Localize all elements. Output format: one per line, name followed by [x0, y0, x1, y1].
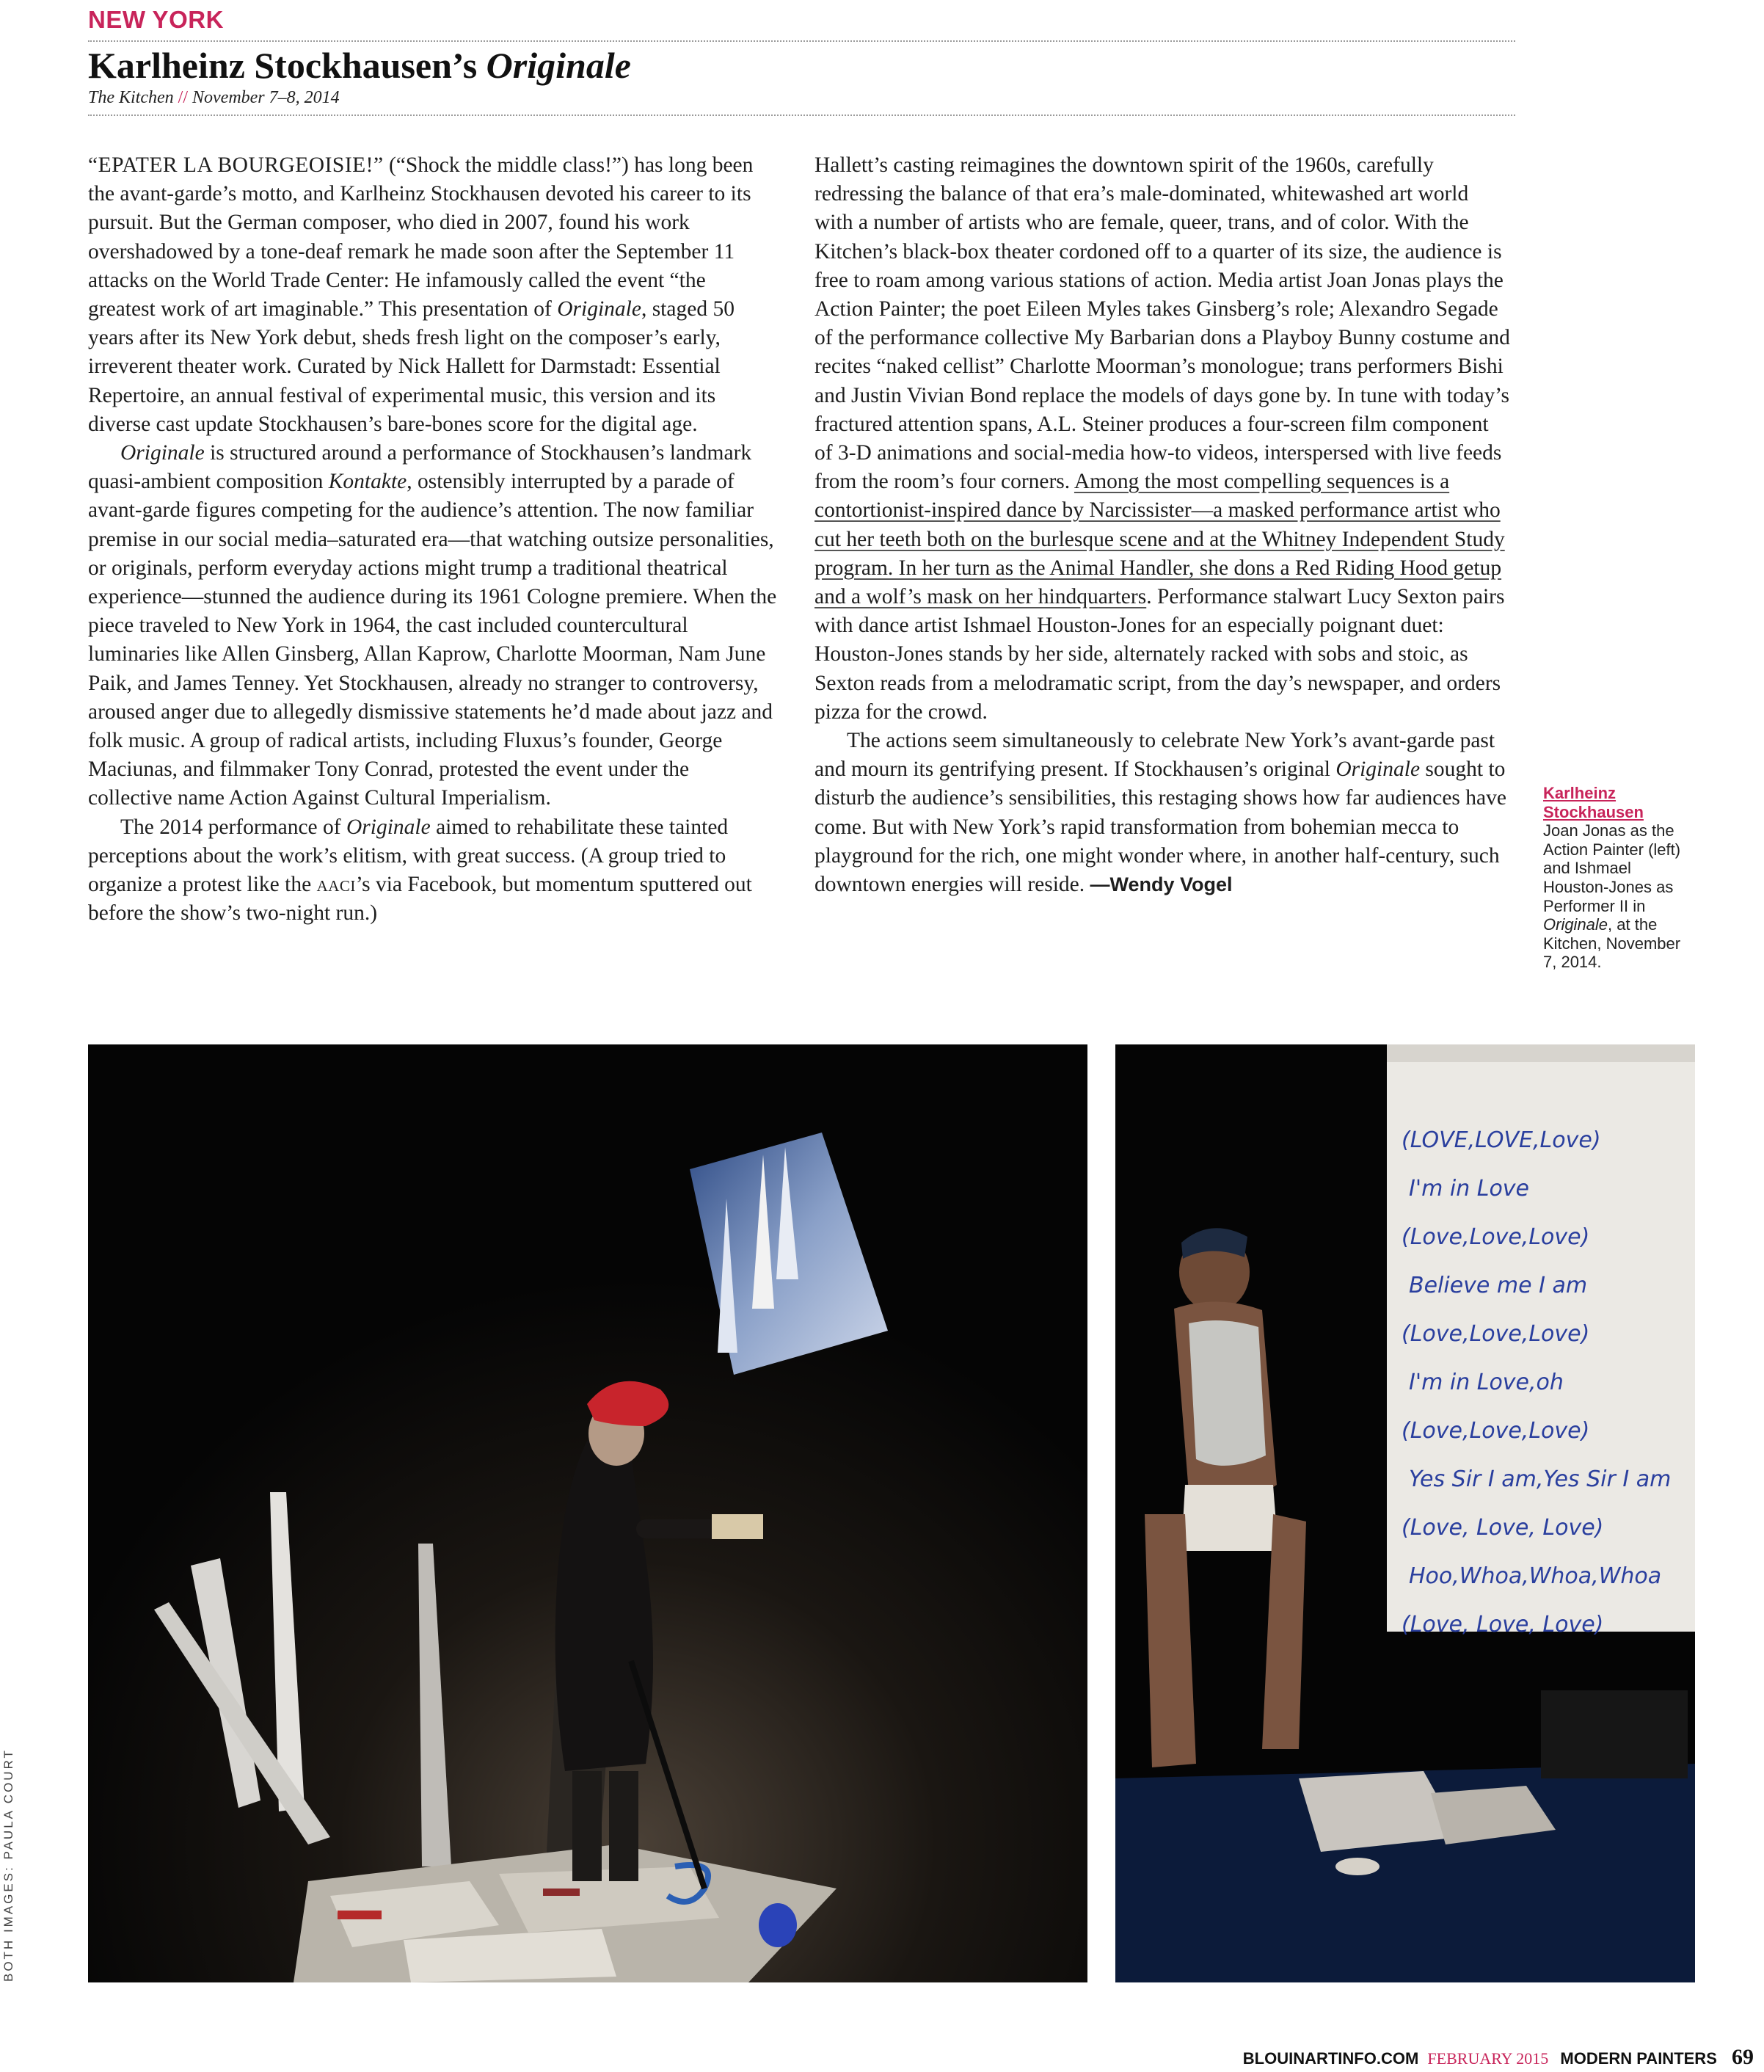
caption-name: Karlheinz Stockhausen	[1543, 784, 1644, 821]
text-run: Hallett’s casting reimagines the downtown spirit of the 1960s, carefully redressing the balance of that era’s male-dominated, whitewashed art world with a number of artists who are female, queer, trans, and of color. With the Kitchen’s black-box theater cordoned off to a quarter of its size, the audience is free to roam among various stations of action. Media artist Joan Jonas plays the Action Painter; the poet Eileen Myles takes Ginsberg’s role; Alexandro Segade of the performance collective My Barbarian dons a Playboy Bunny costume and recites “naked cellist” Charlotte Moorman’s monologue; trans performers Bishi and Justin Vivian Bond replace the models of days gone by. In tune with today’s fractured attention spans, A.L. Steiner produces a four-screen film component of 3-D animations and social-media how-to videos, interspersed with live feeds from the room’s four corners.	[814, 153, 1510, 494]
caption-italic: Originale	[1543, 915, 1608, 934]
sign-line: (Love,Love,Love)	[1402, 1224, 1590, 1250]
byline: —Wendy Vogel	[1090, 873, 1233, 896]
article-column-left	[88, 151, 778, 928]
text-run: The 2014 performance of	[120, 815, 346, 839]
footer-magazine: MODERN PAINTERS	[1560, 2049, 1717, 2068]
text-run: sought to disturb the audience’s sensibilities, this restaging shows how far audiences have come. But with New York’s rapid transformation from bohemian mecca to playground for the rich, one might wonder where, in another half-century, such downtown energies will reside.	[814, 757, 1506, 897]
sign-line: Believe me I am	[1409, 1273, 1588, 1298]
photo-credit: BOTH IMAGES: PAULA COURT	[1, 1748, 15, 1982]
sign-line: (Love,Love,Love)	[1402, 1321, 1590, 1347]
sign-line: (Love,Love,Love)	[1402, 1418, 1590, 1444]
footer-issue: FEBRUARY 2015	[1427, 2049, 1549, 2068]
section-label: NEW YORK	[88, 6, 224, 33]
sign-line: (LOVE,LOVE,Love)	[1402, 1127, 1601, 1153]
sign-line: I'm in Love	[1409, 1176, 1530, 1202]
text-run: ’s via Facebook, but momentum sputtered out before the show’s two-night run.)	[88, 873, 752, 926]
sign-line: Hoo,Whoa,Whoa,Whoa	[1409, 1563, 1662, 1589]
text-run: is structured around a performance of Stockhausen’s landmark quasi-ambient composition	[88, 441, 752, 494]
sign-line: I'm in Love,oh	[1409, 1370, 1564, 1395]
paragraph	[88, 439, 778, 813]
paragraph	[88, 151, 778, 439]
caption-text: Joan Jonas as the Action Painter (left) and Ishmael Houston-Jones as Performer II in	[1543, 821, 1681, 915]
title-main: Karlheinz Stockhausen’s	[88, 45, 486, 86]
paragraph	[814, 151, 1512, 727]
italic-run: Originale	[120, 441, 205, 465]
page-footer	[1243, 2045, 1754, 2070]
text-run: (“Shock the middle class!”) has long been the avant-garde’s motto, and Karlheinz Stockhausen devoted his career to its pursuit. But the German composer, who died in 2007, found his work overshadowed by a tone-deaf remark he made soon after the September 11 attacks on the World Trade Center: He infamously called the event “the greatest work of art imaginable.” This presentation of	[88, 153, 754, 321]
header-rule-bottom	[88, 114, 1515, 116]
header-rule-top	[88, 40, 1515, 42]
caption-text: , at the Kitchen, November 7, 2014.	[1543, 915, 1681, 972]
stage-scene-left	[88, 1044, 1087, 1982]
sign-line: (Love, Love, Love)	[1402, 1612, 1604, 1637]
article-title	[88, 44, 1515, 87]
photo-caption	[1543, 784, 1690, 972]
paragraph	[88, 813, 778, 928]
photo-left-performance	[88, 1044, 1087, 1982]
text-run: . Performance stalwart Lucy Sexton pairs with dance artist Ishmael Houston-Jones for an especially poignant duet: Houston-Jones stands by her side, alternately racked with sobs and stoic, as Sexton reads from a melodramatic script, from the day’s newspaper, and orders pizza for the crowd.	[814, 585, 1505, 724]
lead-in: “EPATER LA BOURGEOISIE!”	[88, 153, 384, 177]
italic-run: Originale	[346, 815, 431, 839]
venue: The Kitchen	[88, 88, 174, 107]
italic-run: Kontakte	[328, 470, 407, 494]
text-run: , ostensibly interrupted by a parade of avant-garde figures competing for the audience’s attention. The now familiar premise in our social media–saturated era—that watching outsize personalities, or originals, perform everyday actions might trump a traditional theatrical experience—stunned the audience during its 1961 Cologne premiere. When the piece traveled to New York in 1964, the cast included countercultural luminaries like Allen Ginsberg, Allan Kaprow, Charlotte Moorman, Nam June Paik, and James Tenney. Yet Stockhausen, already no stranger to controversy, aroused anger due to allegedly dismissive statements he’d made about jazz and folk music. A group of radical artists, including Fluxus’s founder, George Maciunas, and filmmaker Tony Conrad, protested the event under the collective name Action Against Cultural Imperialism.	[88, 470, 777, 810]
italic-run: Originale	[1335, 757, 1421, 782]
subtitle-separator: //	[178, 88, 188, 107]
acronym: aaci	[316, 873, 356, 897]
page-number: 69	[1732, 2045, 1754, 2069]
event-dates: November 7–8, 2014	[192, 88, 340, 107]
sign-line: (Love, Love, Love)	[1402, 1515, 1604, 1541]
text-run: aimed to rehabilitate these tainted perceptions about the work’s elitism, with great success. (A group tried to organize a protest like the	[88, 815, 729, 897]
paragraph	[814, 727, 1512, 899]
footer-site: BLOUINARTINFO.COM	[1242, 2049, 1419, 2068]
sign-line: Yes Sir I am,Yes Sir I am	[1409, 1466, 1672, 1492]
italic-run: Originale	[557, 297, 641, 321]
text-run: The actions seem simultaneously to celebrate New York’s avant-garde past and mourn its gentrifying present. If Stockhausen’s original	[814, 729, 1495, 782]
text-run: , staged 50 years after its New York debut, sheds fresh light on the composer’s early, irreverent theater work. Curated by Nick Hallett for Darmstadt: Essential Repertoire, an annual festival of experimental music, this version and its diverse cast update Stockhausen’s bare-bones score for the digital age.	[88, 297, 735, 436]
article-column-right	[814, 151, 1512, 899]
title-italic: Originale	[486, 45, 631, 86]
stage-scene-right	[1115, 1044, 1695, 1982]
article-subtitle	[88, 88, 340, 108]
photo-right-performance	[1115, 1044, 1695, 1982]
underlined-passage: Among the most compelling sequences is a contortionist-inspired dance by Narcissister—a masked performance artist who cut her teeth both on the burlesque scene and at the Whitney Independent Study program. In her turn as the Animal Handler, she dons a Red Riding Hood getup and a wolf’s mask on her hindquarters	[814, 470, 1505, 609]
